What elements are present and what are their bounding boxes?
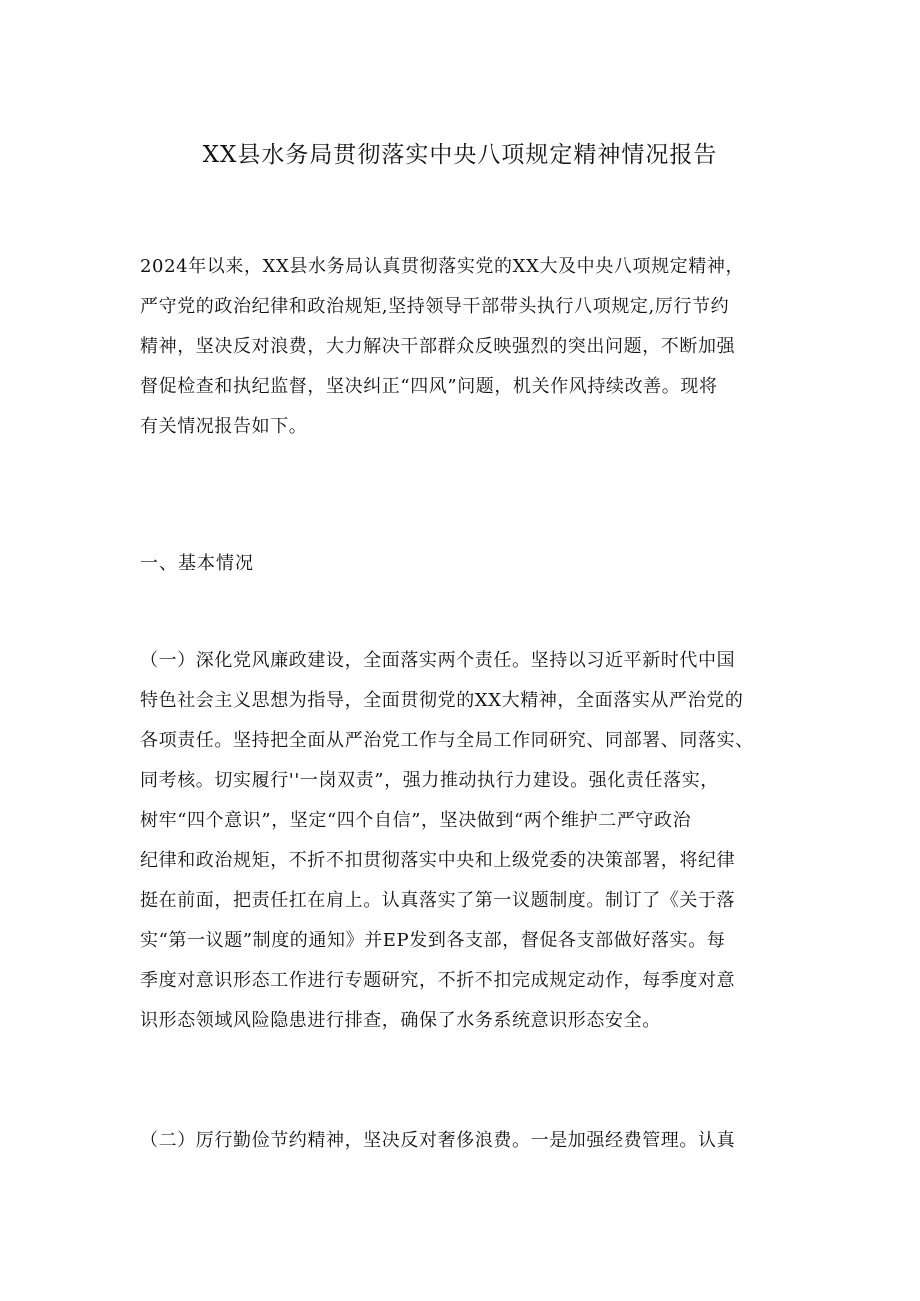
- text-line: 树牢“四个意识”，坚定“四个自信”，坚决做到“两个维护二严守政治: [140, 810, 692, 831]
- text-line: 同考核。切实履行''一岗双责”，强力推动执行力建设。强化责任落实，: [140, 770, 719, 791]
- text-line: （一）深化党风廉政建设，全面落实两个责任。坚持以习近平新时代中国: [140, 650, 736, 671]
- text-line: 纪律和政治规矩，不折不扣贯彻落实中央和上级党委的决策部署，将纪律: [140, 850, 736, 871]
- text-line: 有关情况报告如下。: [140, 416, 308, 437]
- section-heading: 一、基本情况: [140, 553, 254, 574]
- text-line: 2024年以来，XX县水务局认真贯彻落实党的XX大及中央八项规定精神，: [140, 256, 745, 277]
- text-line: 各项责任。坚持把全面从严治党工作与全局工作同研究、同部署、同落实、: [140, 730, 754, 751]
- section1-paragraph: [140, 641, 800, 1041]
- intro-paragraph: [140, 247, 800, 447]
- document-title: XX县水务局贯彻落实中央八项规定精神情况报告: [202, 142, 718, 168]
- section2-paragraph: [140, 1121, 800, 1161]
- text-line: （二）厉行勤俭节约精神，坚决反对奢侈浪费。一是加强经费管理。认真: [140, 1130, 736, 1151]
- text-line: 实“第一议题”制度的通知》并EP发到各支部，督促各支部做好落实。每: [140, 930, 726, 951]
- text-line: 挺在前面，把责任扛在肩上。认真落实了第一议题制度。制订了《关于落: [140, 890, 736, 911]
- text-line: 识形态领域风险隐患进行排查，确保了水务系统意识形态安全。: [140, 1010, 661, 1031]
- text-line: 季度对意识形态工作进行专题研究，不折不扣完成规定动作，每季度对意: [140, 970, 736, 991]
- text-line: 特色社会主义思想为指导，全面贯彻党的XX大精神，全面落实从严治党的: [140, 690, 744, 711]
- text-line: 督促检查和执纪监督，坚决纠正“四风”问题，机关作风持续改善。现将: [140, 376, 718, 397]
- text-line: 严守党的政治纪律和政治规矩,坚持领导干部带头执行八项规定,厉行节约: [140, 296, 730, 317]
- text-line: 精神，坚决反对浪费，大力解决干部群众反映强烈的突出问题，不断加强: [140, 336, 736, 357]
